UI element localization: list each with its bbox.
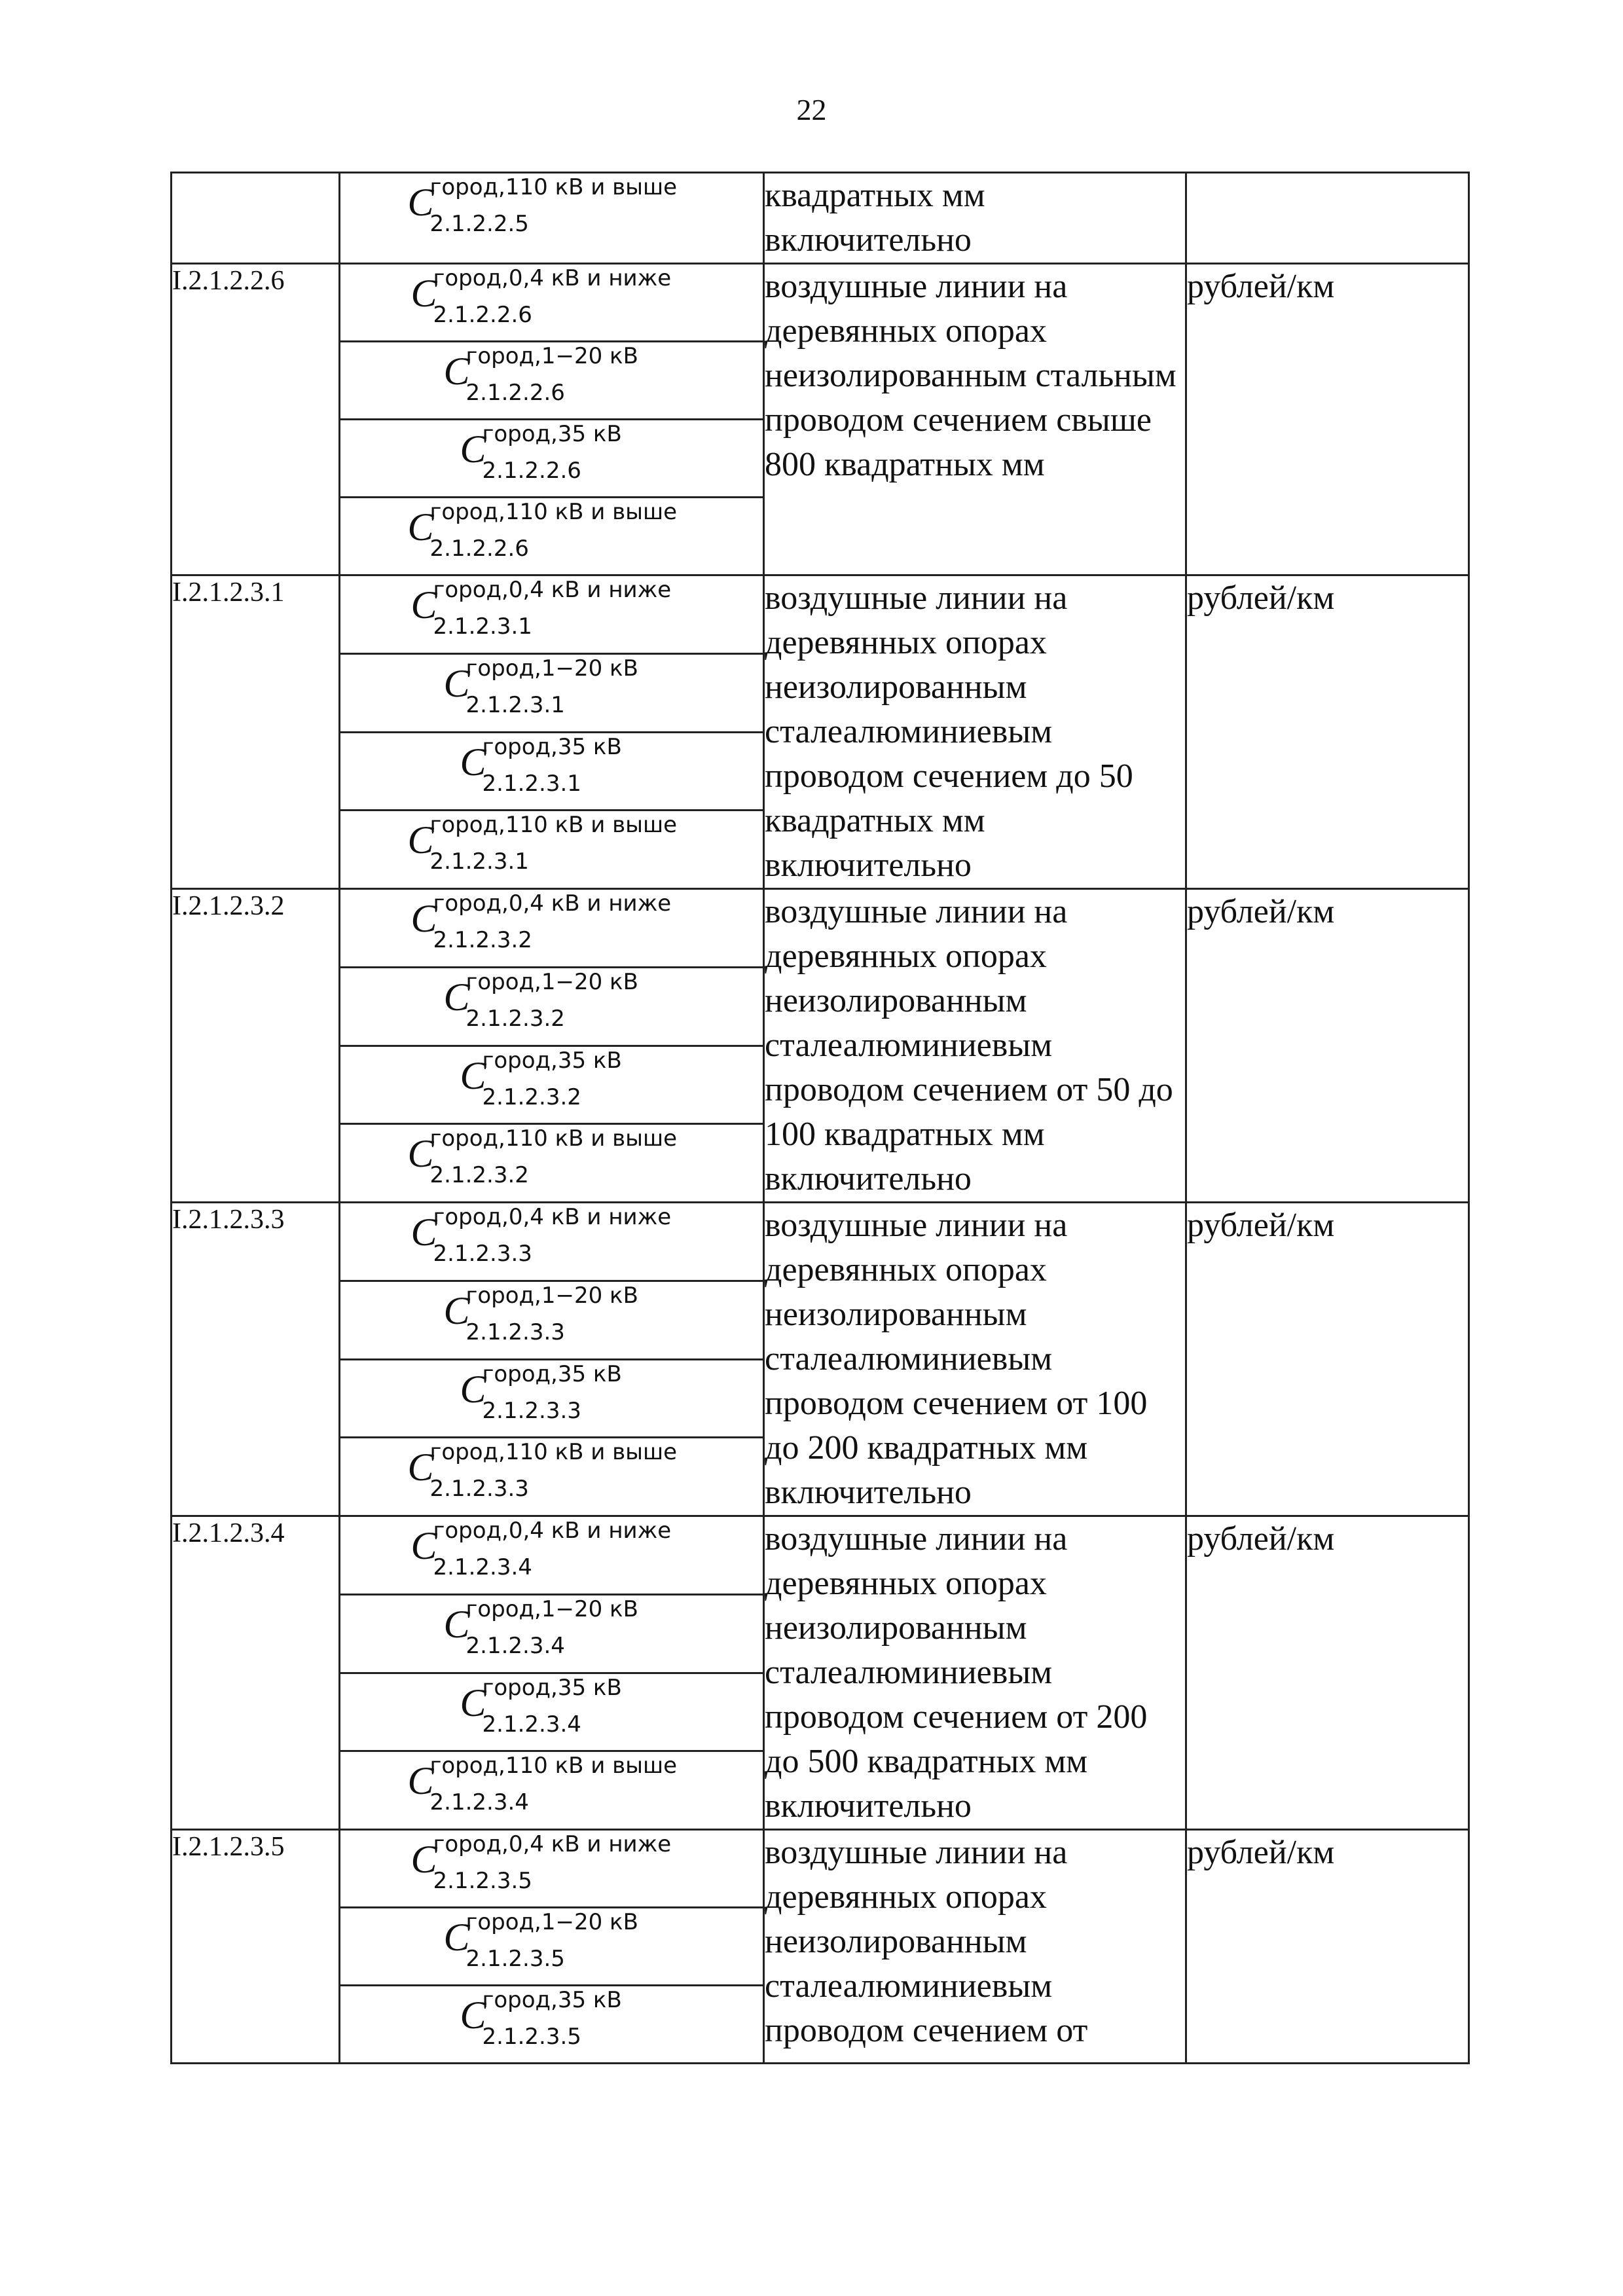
symbol-superscript: город,0,4 кВ и ниже: [433, 1518, 672, 1544]
rate-symbol: [460, 420, 644, 492]
rate-symbol: [444, 968, 660, 1040]
symbol-subscript: 2.1.2.3.5: [433, 1868, 532, 1894]
code-cell: I.2.1.2.3.1: [172, 575, 340, 889]
symbol-base: C: [407, 1132, 434, 1176]
symbol-base: C: [460, 1053, 486, 1097]
symbol-subscript: 2.1.2.3.3: [465, 1319, 565, 1345]
symbol-superscript: город,1−20 кВ: [465, 1282, 638, 1309]
symbol-cell: [340, 1438, 764, 1516]
description-cell: воздушные линии на деревянных опорах неизолированным сталеалюминиевым проводом сечением от: [764, 1830, 1186, 2064]
table-row: [172, 575, 1469, 654]
rate-symbol: [444, 342, 660, 414]
symbol-cell: [340, 1908, 764, 1986]
description-cell: воздушные линии на деревянных опорах неизолированным сталеалюминиевым проводом сечением от 200 до 500 квадратных мм включительно: [764, 1516, 1186, 1830]
table-row: [172, 264, 1469, 342]
rate-symbol: [444, 1908, 660, 1980]
symbol-superscript: город,1−20 кВ: [465, 968, 638, 995]
code-cell: I.2.1.2.3.2: [172, 889, 340, 1203]
symbol-superscript: город,35 кВ: [482, 1674, 622, 1701]
symbol-cell: [340, 1673, 764, 1751]
symbol-subscript: 2.1.2.3.1: [482, 770, 581, 797]
symbol-base: C: [443, 1288, 470, 1332]
symbol-superscript: город,35 кВ: [482, 1987, 622, 2013]
symbol-subscript: 2.1.2.3.4: [465, 1632, 565, 1659]
rate-symbol: [460, 1047, 644, 1119]
symbol-subscript: 2.1.2.2.6: [465, 380, 565, 406]
symbol-superscript: город,110 кВ и выше: [429, 1753, 678, 1779]
description-cell: квадратных мм включительно: [764, 173, 1186, 264]
continuation-row: [172, 173, 1469, 264]
symbol-cell: [340, 889, 764, 968]
symbol-superscript: город,0,4 кВ и ниже: [433, 890, 672, 917]
symbol-cell: [340, 732, 764, 811]
symbol-subscript: 2.1.2.3.1: [465, 691, 565, 718]
symbol-superscript: город,0,4 кВ и ниже: [433, 577, 672, 603]
symbol-base: C: [460, 1367, 486, 1411]
symbol-base: C: [407, 181, 434, 224]
rate-symbol: [408, 1752, 696, 1824]
symbol-cell: [340, 1203, 764, 1281]
symbol-base: C: [407, 1759, 434, 1803]
symbol-subscript: 2.1.2.2.6: [433, 302, 532, 328]
symbol-subscript: 2.1.2.3.5: [465, 1946, 565, 1972]
symbol-base: C: [410, 1838, 437, 1881]
symbol-cell: [340, 1516, 764, 1595]
symbol-subscript: 2.1.2.3.4: [482, 1711, 581, 1738]
symbol-subscript: 2.1.2.3.2: [429, 1162, 529, 1189]
symbol-superscript: город,1−20 кВ: [465, 343, 638, 369]
symbol-base: C: [443, 350, 470, 393]
code-cell: I.2.1.2.3.5: [172, 1830, 340, 2064]
symbol-cell: [340, 1046, 764, 1124]
symbol-base: C: [460, 428, 486, 471]
rate-symbol: [444, 1282, 660, 1354]
symbol-base: C: [410, 583, 437, 627]
symbol-subscript: 2.1.2.3.2: [482, 1084, 581, 1110]
rate-symbol: [460, 1360, 644, 1432]
description-cell: воздушные линии на деревянных опорах неизолированным сталеалюминиевым проводом сечением до 50 квадратных мм включительно: [764, 575, 1186, 889]
unit-cell: рублей/км: [1186, 1830, 1469, 2064]
symbol-cell: [340, 342, 764, 420]
page-number: 22: [796, 93, 827, 126]
symbol-cell: [340, 173, 764, 264]
rate-symbol: [408, 1438, 696, 1510]
symbol-subscript: 2.1.2.2.6: [429, 536, 529, 562]
symbol-superscript: город,0,4 кВ и ниже: [433, 1831, 672, 1857]
symbol-base: C: [407, 505, 434, 549]
symbol-subscript: 2.1.2.3.2: [465, 1005, 565, 1032]
symbol-subscript: 2.1.2.3.1: [429, 848, 529, 875]
table-row: [172, 1516, 1469, 1595]
rate-symbol: [411, 1203, 693, 1275]
symbol-base: C: [460, 1994, 486, 2037]
symbol-cell: [340, 575, 764, 654]
code-cell: I.2.1.2.3.3: [172, 1203, 340, 1516]
symbol-superscript: город,110 кВ и выше: [429, 1125, 678, 1152]
description-cell: воздушные линии на деревянных опорах неизолированным стальным проводом сечением свыше 800 квадратных мм: [764, 264, 1186, 575]
rate-symbol: [411, 264, 693, 337]
symbol-subscript: 2.1.2.2.6: [482, 458, 581, 484]
code-cell: [172, 173, 340, 264]
table-row: [172, 1830, 1469, 1908]
symbol-base: C: [407, 818, 434, 862]
unit-cell: рублей/км: [1186, 1516, 1469, 1830]
symbol-subscript: 2.1.2.3.3: [429, 1476, 529, 1503]
rate-symbol: [411, 1831, 693, 1903]
symbol-superscript: город,110 кВ и выше: [429, 812, 678, 839]
rate-symbol: [444, 655, 660, 727]
rate-symbol: [460, 733, 644, 805]
symbol-cell: [340, 1594, 764, 1673]
symbol-subscript: 2.1.2.3.3: [433, 1241, 532, 1267]
symbol-cell: [340, 1281, 764, 1359]
symbol-base: C: [443, 1916, 470, 1959]
symbol-subscript: 2.1.2.3.4: [433, 1554, 532, 1580]
symbol-cell: [340, 498, 764, 575]
rate-symbol: [444, 1595, 660, 1667]
symbol-cell: [340, 420, 764, 498]
table-row: [172, 1203, 1469, 1281]
symbol-cell: [340, 1751, 764, 1830]
symbol-superscript: город,0,4 кВ и ниже: [433, 265, 672, 291]
symbol-subscript: 2.1.2.3.1: [433, 613, 532, 640]
rate-symbol: [408, 1125, 696, 1197]
symbol-superscript: город,1−20 кВ: [465, 655, 638, 682]
rate-symbol: [408, 498, 696, 570]
symbol-subscript: 2.1.2.3.4: [429, 1789, 529, 1816]
symbol-superscript: город,110 кВ и выше: [429, 1439, 678, 1466]
tariff-table: [170, 172, 1470, 2064]
symbol-cell: [340, 264, 764, 342]
symbol-cell: [340, 653, 764, 732]
unit-cell: рублей/км: [1186, 264, 1469, 575]
rate-symbol: [411, 1517, 693, 1589]
symbol-subscript: 2.1.2.3.5: [482, 2024, 581, 2050]
symbol-subscript: 2.1.2.3.2: [433, 927, 532, 953]
unit-cell: рублей/км: [1186, 575, 1469, 889]
symbol-superscript: город,35 кВ: [482, 733, 622, 760]
code-cell: I.2.1.2.2.6: [172, 264, 340, 575]
unit-cell: рублей/км: [1186, 1203, 1469, 1516]
symbol-superscript: город,110 кВ и выше: [429, 174, 678, 200]
symbol-superscript: город,35 кВ: [482, 1047, 622, 1074]
symbol-subscript: 2.1.2.2.5: [429, 211, 529, 237]
symbol-superscript: город,35 кВ: [482, 421, 622, 447]
symbol-superscript: город,1−20 кВ: [465, 1595, 638, 1622]
symbol-cell: [340, 1124, 764, 1203]
rate-symbol: [408, 811, 696, 883]
symbol-base: C: [407, 1446, 434, 1489]
symbol-base: C: [443, 1602, 470, 1646]
rate-symbol: [460, 1674, 644, 1746]
symbol-base: C: [460, 1681, 486, 1724]
symbol-base: C: [410, 272, 437, 315]
symbol-cell: [340, 1359, 764, 1438]
table-row: [172, 889, 1469, 968]
symbol-cell: [340, 967, 764, 1046]
symbol-cell: [340, 1986, 764, 2064]
code-cell: I.2.1.2.3.4: [172, 1516, 340, 1830]
symbol-base: C: [460, 740, 486, 784]
symbol-cell: [340, 811, 764, 889]
rate-symbol: [411, 890, 693, 962]
symbol-subscript: 2.1.2.3.3: [482, 1397, 581, 1424]
description-cell: воздушные линии на деревянных опорах неизолированным сталеалюминиевым проводом сечением от 50 до 100 квадратных мм включительно: [764, 889, 1186, 1203]
symbol-superscript: город,35 кВ: [482, 1360, 622, 1387]
rate-symbol: [460, 1986, 644, 2058]
symbol-superscript: город,0,4 кВ и ниже: [433, 1204, 672, 1230]
symbol-base: C: [443, 975, 470, 1019]
unit-cell: рублей/км: [1186, 889, 1469, 1203]
description-cell: воздушные линии на деревянных опорах неизолированным сталеалюминиевым проводом сечением от 100 до 200 квадратных мм включительно: [764, 1203, 1186, 1516]
rate-symbol: [408, 173, 696, 246]
symbol-superscript: город,110 кВ и выше: [429, 499, 678, 525]
symbol-cell: [340, 1830, 764, 1908]
symbol-superscript: город,1−20 кВ: [465, 1909, 638, 1935]
symbol-base: C: [443, 661, 470, 705]
rate-symbol: [411, 576, 693, 648]
symbol-base: C: [410, 1211, 437, 1254]
tariff-table-body: [172, 173, 1469, 2064]
unit-cell: [1186, 173, 1469, 264]
symbol-base: C: [410, 1524, 437, 1567]
symbol-base: C: [410, 897, 437, 940]
